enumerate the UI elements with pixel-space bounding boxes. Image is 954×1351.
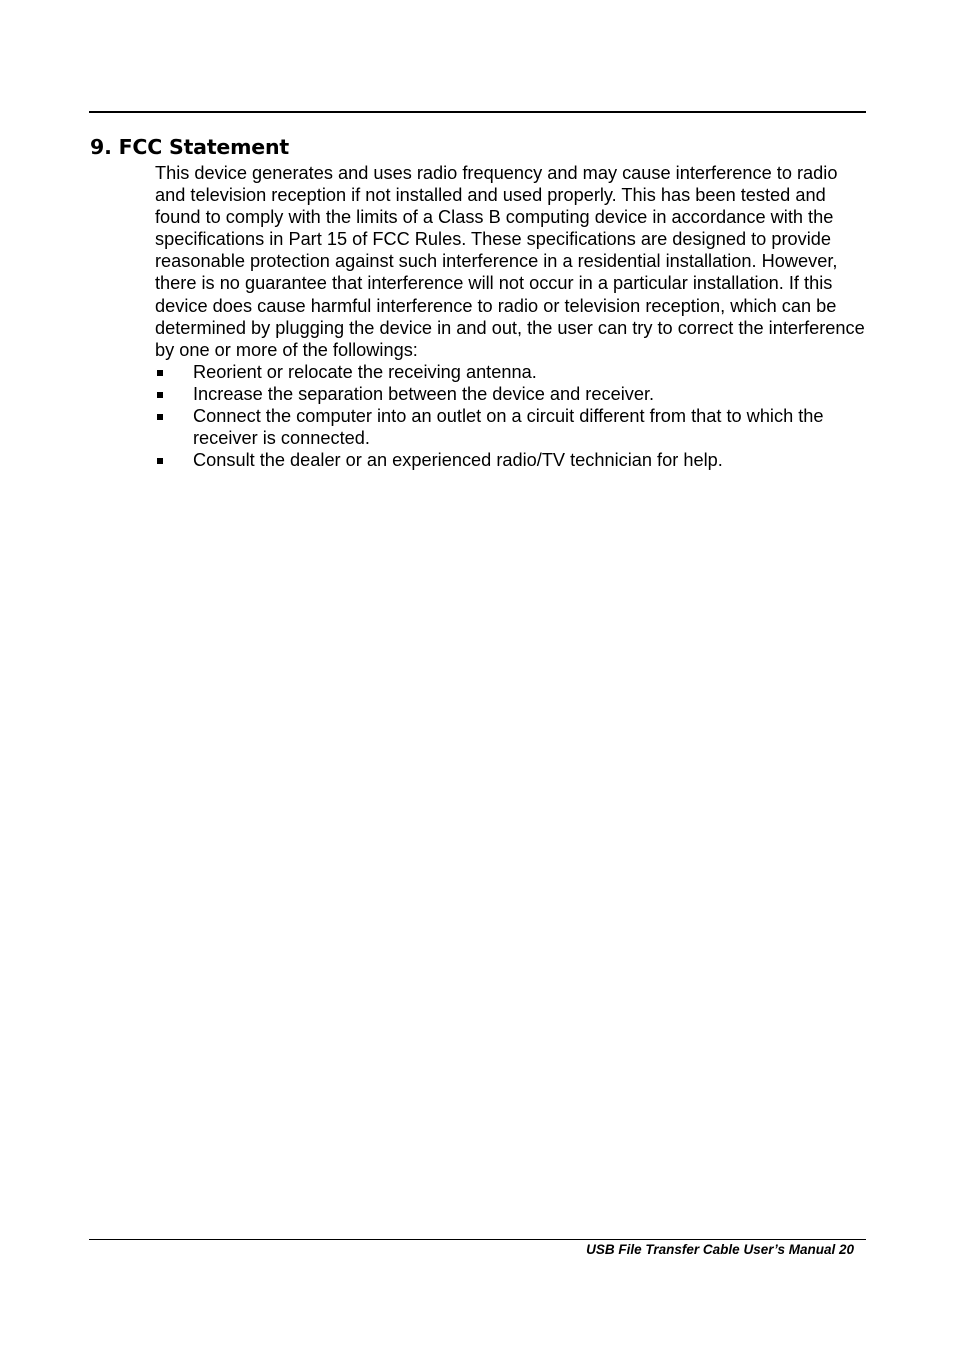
black-square-icon xyxy=(157,370,163,376)
list-item xyxy=(155,405,870,449)
black-square-icon xyxy=(157,392,163,398)
footer-rule xyxy=(89,1239,866,1240)
page-footer: USB File Transfer Cable User’s Manual 20 xyxy=(586,1242,854,1257)
list-item-text: Reorient or relocate the receiving antenna. xyxy=(193,362,537,382)
list-item xyxy=(155,449,870,471)
black-square-icon xyxy=(157,414,163,420)
list-item-text: Connect the computer into an outlet on a circuit different from that to which the receiver is connected. xyxy=(193,406,824,449)
bullet-list xyxy=(155,361,870,471)
section-heading: 9. FCC Statement xyxy=(90,135,289,159)
black-square-icon xyxy=(157,458,163,464)
fcc-paragraph: This device generates and uses radio frequency and may cause interference to radio and television reception if not installed and used properly. This has been tested and found to comply with the limits of a Class B computing device in accordance with the specifications in Part 15 of FCC Rules. These specifications are designed to provide reasonable protection against such interference in a residential installation. However, there is no guarantee that interference will not occur in a particular installation. If this device does cause harmful interference to radio or television reception, which can be determined by plugging the device in and out, the user can try to correct the interference by one or more of the followings: xyxy=(155,163,865,360)
header-rule xyxy=(89,111,866,113)
list-item xyxy=(155,361,870,383)
list-item xyxy=(155,383,870,405)
list-item-text: Increase the separation between the device and receiver. xyxy=(193,384,655,405)
list-item-text: Consult the dealer or an experienced radio/TV technician for help. xyxy=(193,450,723,471)
